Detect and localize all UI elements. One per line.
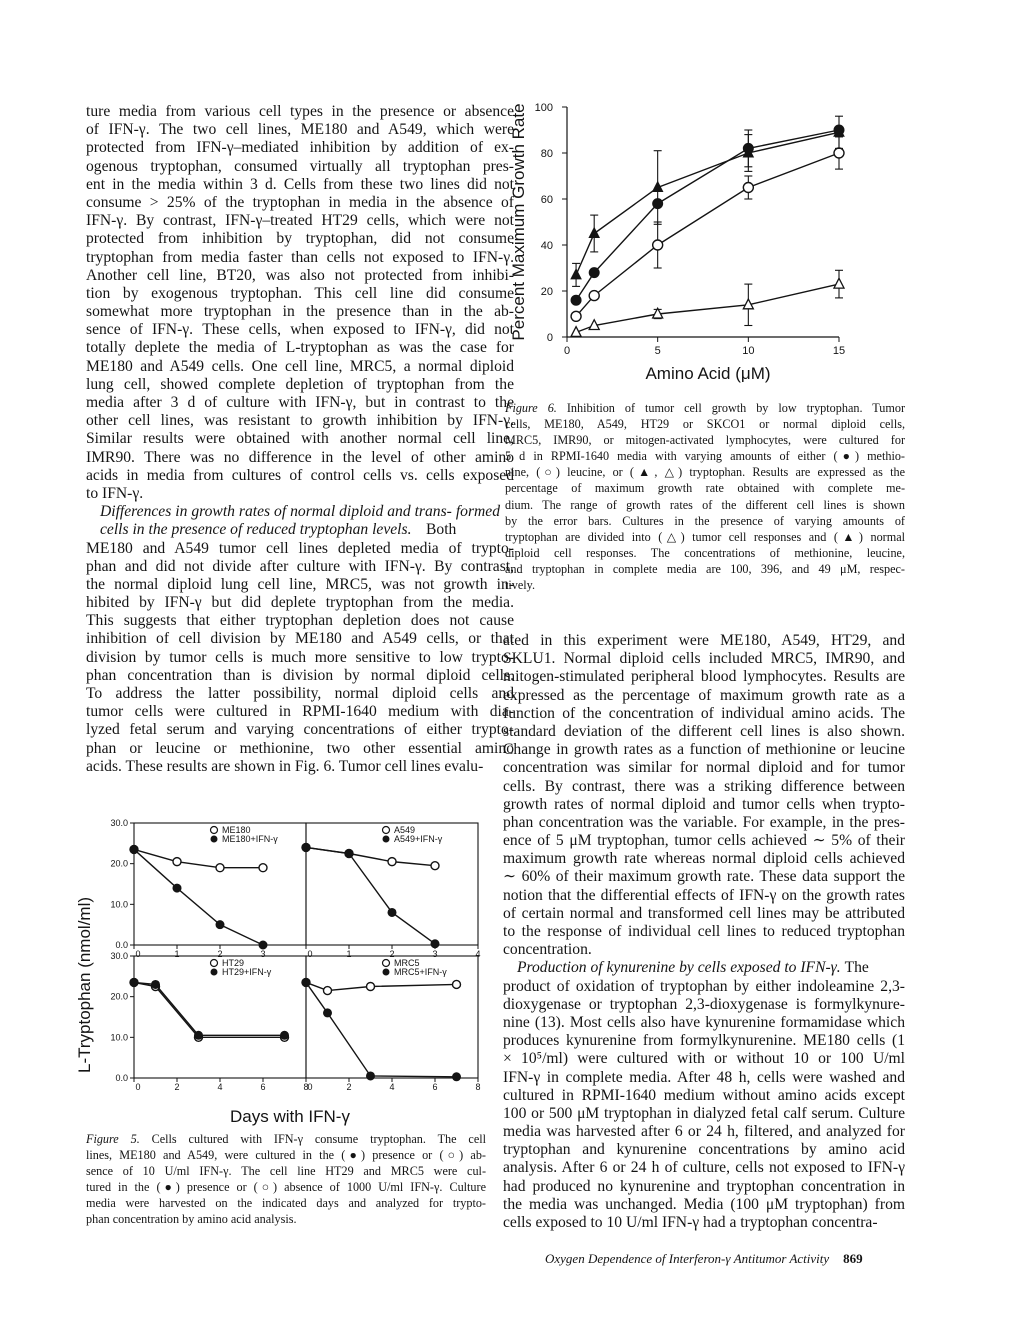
page-footer	[545, 1251, 863, 1267]
legend-label: A549	[394, 825, 416, 835]
x-tick-label: 4	[389, 1082, 395, 1092]
text-line: To address the latter possibility, normal diploid cells and	[86, 685, 514, 702]
caption-line: tured in the (●) presence or (○) absence of 1000 U/ml IFN-γ. Culture	[86, 1180, 486, 1195]
text-line: dioxygenase or tryptophan 2,3-dioxygenase is formylkynure-	[503, 995, 905, 1013]
panel-frame	[134, 956, 306, 1078]
data-point-filled-circle	[345, 850, 353, 858]
series-line	[576, 130, 839, 300]
text-line: concentration was similar for normal diploid and for tumor	[503, 759, 905, 777]
text-line: other cell lines, was resistant to growth inhibition by IFN-γ.	[86, 412, 514, 430]
text-line: consume > 25% of the tryptophan in media in the absence of	[86, 193, 514, 211]
y-tick-label: 40	[540, 240, 553, 252]
text-line: cells exposed to 10 U/ml IFN-γ had a tryptophan concentra-	[503, 1214, 878, 1231]
text-line: analysis. After 6 or 24 h of culture, cells not exposed to IFN-γ	[503, 1159, 905, 1177]
data-point-open-circle	[743, 183, 753, 193]
legend-marker-open	[383, 960, 390, 967]
data-point-filled-circle	[388, 908, 396, 916]
caption-line: nine, (○) leucine, or (▲, △) tryptophan. Results are expressed as the	[505, 465, 905, 480]
text-line: expressed as the percentage of maximum growth rate as a	[503, 686, 905, 704]
data-point-filled-circle	[281, 1031, 289, 1039]
caption-text: Cells cultured with IFN-γ consume tryptophan. The cell	[151, 1132, 486, 1146]
caption-line: 5 d in RPMI-1640 media with varying amounts of either (●) methio-	[505, 449, 905, 464]
text-line: growth rates of normal diploid and tumor cells when trypto-	[503, 795, 905, 813]
text-line: tumor cells were cultured in RPMI-1640 medium with dia-	[86, 703, 514, 721]
data-point-open-circle	[259, 864, 267, 872]
data-point-open-circle	[367, 983, 375, 991]
legend-label: MRC5	[394, 958, 420, 968]
text-line: phan concentration than is division by normal diploid cells.	[86, 666, 514, 684]
figure6-chart	[490, 95, 880, 395]
text-line: tryptophan from media faster than cells not exposed to IFN-γ.	[86, 248, 514, 266]
figure6-caption-lines	[505, 400, 905, 593]
legend-marker-filled	[383, 836, 390, 843]
text-line: IFN-γ. By contrast, IFN-γ–treated HT29 cells, which were not	[86, 212, 514, 230]
caption-line: and tryptophan in complete media are 100, 396, and 49 μM, respec-	[505, 561, 905, 576]
text-line: somewhat more tryptophan in the presence than in the ab-	[86, 303, 514, 321]
data-point-open-circle	[431, 862, 439, 870]
series-line	[134, 849, 263, 867]
x-tick-label: 6	[432, 1082, 438, 1092]
text-line: product of oxidation of tryptophan by either indoleamine 2,3-	[503, 977, 905, 995]
x-axis-label: Days with IFN-γ	[230, 1107, 350, 1126]
x-tick-label: 2	[174, 1082, 180, 1092]
x-tick-label: 0	[307, 1082, 313, 1092]
data-point-filled-circle	[453, 1073, 461, 1081]
caption-label: Figure 6.	[505, 401, 567, 415]
x-tick-label: 3	[260, 949, 266, 959]
caption-text: Inhibition of tumor cell growth by low tryptophan. Tumor	[566, 401, 905, 415]
x-tick-label: 0	[563, 345, 571, 357]
text-line: IFN-γ in complete media. After 48 h, cells were washed and	[503, 1068, 905, 1086]
series-line	[576, 153, 839, 316]
data-point-open-triangle	[834, 278, 844, 288]
text-line: IMR90. There was no difference in the level of other amino	[86, 448, 514, 466]
x-tick-label: 2	[217, 949, 223, 959]
text-line: media was harvested after 6 or 24 h, filtered, and analyzed for	[503, 1123, 905, 1141]
text-line: of IFN-γ. The two cell lines, ME180 and A549, which were	[86, 121, 514, 139]
caption-label: Figure 5.	[86, 1132, 152, 1146]
x-tick-label: 15	[832, 345, 846, 357]
caption-line: phan concentration by amino acid analysis.	[86, 1212, 297, 1227]
text-line: concentration.	[503, 941, 592, 959]
y-axis-label: Percent Maximum Growth Rate	[509, 103, 528, 341]
caption-line: lines, ME180 and A549, were cultured in the (●) presence or (○) ab-	[86, 1148, 486, 1163]
text-line: ent in the media within 3 d. Cells from these two lines did not	[86, 175, 514, 193]
text-line: protected from IFN-γ–mediated inhibition by addition of ex-	[86, 139, 514, 157]
figure5-caption-lines	[86, 1131, 486, 1228]
series-line	[576, 132, 839, 275]
data-point-filled-circle	[130, 845, 138, 853]
caption-line: diploid cell responses. The concentrations of methionine, leucine,	[505, 545, 905, 560]
data-point-filled-circle	[259, 941, 267, 949]
caption-line: tively.	[505, 578, 536, 593]
text-line: phan and did not divide after culture with IFN-γ. By contrast,	[86, 557, 514, 575]
x-tick-label: 0	[135, 949, 141, 959]
y-tick-label: 30.0	[110, 951, 128, 961]
data-point-open-circle	[453, 980, 461, 988]
left-paragraph-2	[86, 540, 514, 776]
page-number: 869	[843, 1251, 863, 1266]
y-axis-label: L-Tryptophan (nmol/ml)	[75, 896, 94, 1074]
data-point-filled-circle	[173, 884, 181, 892]
text-line: cells. By contrast, there was a striking difference between	[503, 777, 905, 795]
right-heading-tail: The	[844, 959, 869, 977]
y-tick-label: 0	[546, 332, 553, 344]
y-tick-label: 100	[534, 102, 553, 114]
text-line: ∼ 60% of their maximum growth rate. These data support the	[503, 868, 905, 886]
series-line	[306, 847, 435, 943]
data-point-filled-circle	[431, 940, 439, 948]
series-line	[306, 982, 457, 1076]
data-point-filled-triangle	[571, 269, 581, 279]
text-line: ence of 5 μM tryptophan, tumor cells achieved ∼ 5% of their	[503, 832, 905, 850]
right-paragraph-2	[503, 978, 905, 1233]
data-point-filled-circle	[302, 978, 310, 986]
figure6-caption	[505, 400, 905, 593]
text-line: 100 or 500 μM tryptophan in dialyzed fetal calf serum. Culture	[503, 1104, 905, 1122]
left-paragraph-1	[86, 103, 514, 503]
text-line: cultured in RPMI-1640 medium without amino acids except	[503, 1086, 905, 1104]
y-tick-label: 30.0	[110, 818, 128, 828]
text-line: had produced no kynurenine and tryptophan concentration in	[503, 1177, 905, 1195]
text-line: This suggests that either tryptophan depletion does not cause	[86, 612, 514, 630]
x-tick-label: 0	[307, 949, 313, 959]
text-line: mitogen-stimulated peripheral blood lymphocytes. Results are	[503, 668, 905, 686]
x-tick-label: 10	[742, 345, 755, 357]
data-point-filled-circle	[302, 843, 310, 851]
legend-marker-open	[211, 960, 218, 967]
right-italic-heading: Production of kynurenine by cells exposed to IFN-γ.	[517, 959, 841, 977]
y-tick-label: 20.0	[110, 991, 128, 1002]
series-line	[134, 849, 263, 945]
panel-frame	[306, 956, 478, 1078]
x-tick-label: 1	[174, 949, 180, 959]
text-line: ture media from various cell types in the presence or absence	[86, 103, 514, 120]
text-line: × 10⁵/ml) were cultured with or without 10 or 100 U/ml	[503, 1050, 905, 1068]
data-point-open-circle	[834, 148, 844, 158]
caption-line: by the error bars. Cultures in the presence of varying amounts of	[505, 513, 905, 528]
legend-label: HT29	[222, 958, 245, 968]
text-line: SKLU1. Normal diploid cells included MRC5, IMR90, and	[503, 650, 905, 668]
y-tick-label: 0.0	[115, 1073, 128, 1083]
data-point-open-circle	[216, 864, 224, 872]
legend-marker-open	[383, 827, 390, 834]
y-tick-label: 80	[540, 148, 553, 160]
text-line: media after 3 d of culture with IFN-γ, but in contrast to the	[86, 394, 514, 411]
legend-label: ME180+IFN-γ	[222, 834, 278, 844]
data-point-filled-circle	[324, 1009, 332, 1017]
data-point-filled-triangle	[589, 228, 599, 238]
y-tick-label: 20.0	[110, 858, 128, 869]
caption-line: media were harvested on the indicated days and analyzed for trypto-	[86, 1196, 486, 1211]
y-tick-label: 20	[540, 286, 553, 298]
legend-marker-filled	[383, 969, 390, 976]
caption-line: dium. The range of growth rates of the different cell lines is shown	[505, 497, 905, 512]
data-point-open-circle	[324, 987, 332, 995]
x-tick-label: 2	[389, 949, 395, 959]
data-point-filled-circle	[216, 921, 224, 929]
text-line: the media was unchanged. Media (100 μM tryptophan) from	[503, 1195, 905, 1213]
text-line: acids. These results are shown in Fig. 6. Tumor cell lines evalu-	[86, 757, 484, 775]
data-point-filled-circle	[152, 980, 160, 988]
legend-label: HT29+IFN-γ	[222, 967, 272, 977]
left-italic-heading: Differences in growth rates of normal diploid and trans- formed cells in the presence of reduced tryptophan levels.	[100, 503, 500, 539]
data-point-open-circle	[388, 858, 396, 866]
figure6-plot	[509, 102, 845, 383]
caption-line: cells, ME180, A549, HT29 or SKCO1 or normal diploid cells,	[505, 417, 905, 432]
text-line: ated in this experiment were ME180, A549, HT29, and	[503, 632, 905, 649]
text-line: protected from inhibition by tryptophan, did not consume	[86, 230, 514, 248]
text-line: totally deplete the media of L-tryptophan as was the case for	[86, 339, 514, 357]
legend-label: MRC5+IFN-γ	[394, 967, 447, 977]
x-tick-label: 1	[346, 949, 352, 959]
legend-marker-open	[211, 827, 218, 834]
text-line: sence of IFN-γ. These cells, when exposed to IFN-γ, did not	[86, 321, 514, 339]
caption-line: percentage of maximum growth rate obtained with complete me-	[505, 481, 905, 496]
data-point-filled-circle	[589, 268, 599, 278]
legend-marker-filled	[211, 969, 218, 976]
x-tick-label: 0	[135, 1082, 141, 1092]
text-line: the normal diploid lung cell line, MRC5, was not growth in-	[86, 575, 514, 593]
caption-line: tryptophan are divided into (△) tumor cell responses and (▲) normal	[505, 529, 905, 544]
text-line: phan or leucine or methionine, two other essential amino	[86, 739, 514, 757]
x-tick-label: 6	[260, 1082, 266, 1092]
x-tick-label: 4	[475, 949, 481, 959]
x-tick-label: 5	[654, 345, 661, 357]
y-tick-label: 10.0	[110, 899, 128, 910]
text-line: standard deviation of the different cell lines is also shown.	[503, 722, 905, 740]
text-line: phan concentration was the variable. For example, in the pres-	[503, 813, 905, 831]
data-point-open-circle	[173, 858, 181, 866]
left-heading-tail: Both	[426, 521, 457, 539]
data-point-open-circle	[571, 311, 581, 321]
x-tick-label: 4	[217, 1082, 223, 1092]
text-line: hibited by IFN-γ but did deplete tryptophan from the media.	[86, 594, 514, 612]
text-line: function of the concentration of individual amino acids. The	[503, 704, 905, 722]
legend-label: ME180	[222, 825, 251, 835]
legend-label: A549+IFN-γ	[394, 834, 443, 844]
text-line: lung cell, showed complete depletion of tryptophan from the	[86, 375, 514, 393]
text-line: lyzed fetal serum and varying concentrations of either trypto-	[86, 721, 514, 739]
x-axis-label: Amino Acid (μM)	[645, 364, 771, 383]
right-column	[503, 632, 905, 1232]
figure5-caption	[86, 1131, 486, 1228]
figure5-chart	[70, 810, 510, 1130]
caption-line	[86, 1131, 486, 1147]
text-line: inhibition of cell division by ME180 and A549 cells, or that	[86, 630, 514, 648]
x-tick-label: 8	[475, 1082, 481, 1092]
text-line: ME180 and A549 cells. One cell line, MRC5, a normal diploid	[86, 357, 514, 375]
x-tick-label: 3	[432, 949, 438, 959]
text-line: Another cell line, BT20, was also not protected from inhibi-	[86, 266, 514, 284]
y-tick-label: 60	[540, 194, 553, 206]
caption-line: sence of 10 U/ml IFN-γ. The cell line HT29 and MRC5 were cul-	[86, 1164, 486, 1179]
data-point-open-circle	[589, 291, 599, 301]
text-line: to the response of individual cell lines to reduced tryptophan	[503, 923, 905, 940]
text-line: tion by exogenous tryptophan. This cell line did consume	[86, 284, 514, 302]
text-line: tryptophan and kynurenine concentrations by amino acid	[503, 1141, 905, 1159]
caption-line: MRC5, IMR90, or mitogen-activated lymphocytes, were cultured for	[505, 433, 905, 448]
text-line: Change in growth rates as a function of methionine or leucine	[503, 741, 905, 759]
left-column	[86, 103, 514, 776]
figure5-plot	[75, 818, 481, 1126]
data-point-filled-circle	[130, 978, 138, 986]
panel-frame	[306, 823, 478, 945]
text-line: to IFN-γ.	[86, 484, 144, 502]
text-line: produces kynurenine from formylkynurenine. ME180 cells (1	[503, 1032, 905, 1050]
data-point-filled-circle	[367, 1072, 375, 1080]
text-line: acids in media from cultures of control cells vs. cells exposed	[86, 466, 514, 484]
series-line	[576, 284, 839, 332]
caption-line	[505, 400, 905, 416]
text-line: of certain normal and transformed cell lines may be attributed	[503, 904, 905, 922]
text-line: notion that the differential effects of IFN-γ on the growth rates	[503, 886, 905, 904]
y-tick-label: 10.0	[110, 1032, 128, 1043]
data-point-open-circle	[653, 240, 663, 250]
running-title: Oxygen Dependence of Interferon-γ Antitumor Activity	[545, 1251, 830, 1266]
text-line: maximum growth rate whereas normal diploid cells achieved	[503, 850, 905, 868]
legend-marker-filled	[211, 836, 218, 843]
right-heading-line	[503, 959, 905, 977]
data-point-filled-circle	[571, 295, 581, 305]
text-line: nine (13). Most cells also have kynurenine formamidase which	[503, 1013, 905, 1031]
text-line: division by tumor cells is much more sensitive to low trypto-	[86, 648, 514, 666]
right-paragraph-1	[503, 632, 905, 959]
data-point-filled-circle	[195, 1031, 203, 1039]
x-tick-label: 8	[303, 1082, 309, 1092]
text-line: ogenous tryptophan, consumed virtually all tryptophan pres-	[86, 157, 514, 175]
text-line: Similar results were obtained with another normal cell line,	[86, 430, 514, 448]
x-tick-label: 2	[346, 1082, 352, 1092]
y-tick-label: 0.0	[115, 940, 128, 950]
text-line: ME180 and A549 tumor cell lines depleted media of trypto-	[86, 539, 514, 557]
